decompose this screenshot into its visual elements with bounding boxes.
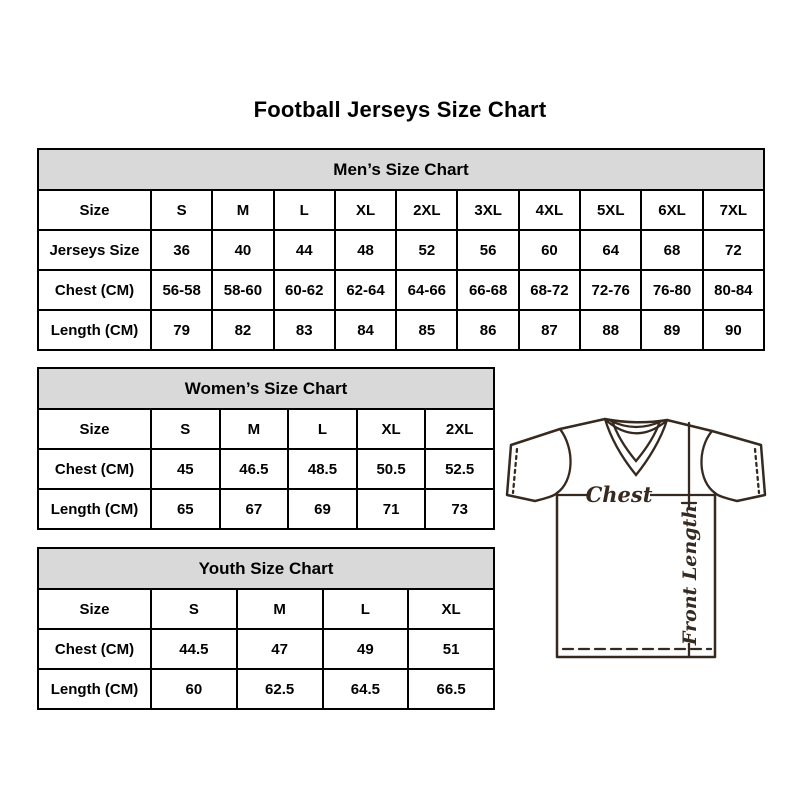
size-value: 56-58 [151, 270, 212, 310]
size-value: 86 [457, 310, 518, 350]
size-value: 45 [151, 449, 220, 489]
size-column-header: S [151, 409, 220, 449]
table-row [38, 629, 494, 669]
size-value: 44.5 [151, 629, 237, 669]
size-value: 72-76 [580, 270, 641, 310]
row-header: Length (CM) [38, 310, 151, 350]
size-value: 72 [703, 230, 764, 270]
size-value: 58-60 [212, 270, 273, 310]
row-header: Chest (CM) [38, 629, 151, 669]
size-value: 62-64 [335, 270, 396, 310]
table-title-row [38, 149, 764, 190]
page-title: Football Jerseys Size Chart [253, 97, 547, 122]
size-value: 48.5 [288, 449, 357, 489]
size-value: 79 [151, 310, 212, 350]
size-value: 73 [425, 489, 494, 529]
size-value: 48 [335, 230, 396, 270]
size-column-header: S [151, 190, 212, 230]
size-value: 64 [580, 230, 641, 270]
table-title-row [38, 368, 494, 409]
size-value: 69 [288, 489, 357, 529]
table-title: Women’s Size Chart [38, 368, 494, 409]
youth-size-table [37, 547, 495, 710]
size-value: 84 [335, 310, 396, 350]
size-column-header: 5XL [580, 190, 641, 230]
size-value: 46.5 [220, 449, 289, 489]
size-value: 83 [274, 310, 335, 350]
chest-label: Chest [585, 482, 653, 507]
size-column-header: XL [335, 190, 396, 230]
row-header: Length (CM) [38, 669, 151, 709]
size-column-header: 6XL [641, 190, 702, 230]
size-value: 52.5 [425, 449, 494, 489]
size-value: 68-72 [519, 270, 580, 310]
table-row [38, 230, 764, 270]
size-column-header: L [274, 190, 335, 230]
mens-size-table [37, 148, 765, 351]
size-column-header: 2XL [396, 190, 457, 230]
row-header: Size [38, 190, 151, 230]
size-column-header: 2XL [425, 409, 494, 449]
size-value: 50.5 [357, 449, 426, 489]
table-row [38, 669, 494, 709]
size-value: 60 [519, 230, 580, 270]
table-title: Men’s Size Chart [38, 149, 764, 190]
size-column-header: L [288, 409, 357, 449]
size-column-header: 7XL [703, 190, 764, 230]
womens-size-table [37, 367, 495, 530]
size-column-header: 4XL [519, 190, 580, 230]
size-value: 89 [641, 310, 702, 350]
size-value: 88 [580, 310, 641, 350]
row-header: Length (CM) [38, 489, 151, 529]
table-row [38, 489, 494, 529]
table-header-row [38, 589, 494, 629]
size-value: 85 [396, 310, 457, 350]
size-value: 56 [457, 230, 518, 270]
size-value: 64.5 [323, 669, 409, 709]
jersey-measurement-diagram [505, 403, 773, 668]
table-title-row [38, 548, 494, 589]
size-value: 82 [212, 310, 273, 350]
size-value: 62.5 [237, 669, 323, 709]
row-header: Size [38, 589, 151, 629]
size-value: 44 [274, 230, 335, 270]
size-column-header: M [220, 409, 289, 449]
size-column-header: M [237, 589, 323, 629]
size-value: 66.5 [408, 669, 494, 709]
size-column-header: XL [408, 589, 494, 629]
size-value: 65 [151, 489, 220, 529]
size-value: 40 [212, 230, 273, 270]
size-value: 60-62 [274, 270, 335, 310]
size-value: 76-80 [641, 270, 702, 310]
size-value: 52 [396, 230, 457, 270]
row-header: Jerseys Size [38, 230, 151, 270]
table-row [38, 449, 494, 489]
size-column-header: S [151, 589, 237, 629]
row-header: Size [38, 409, 151, 449]
size-value: 36 [151, 230, 212, 270]
size-value: 71 [357, 489, 426, 529]
size-value: 66-68 [457, 270, 518, 310]
size-value: 80-84 [703, 270, 764, 310]
size-value: 60 [151, 669, 237, 709]
size-column-header: 3XL [457, 190, 518, 230]
table-header-row [38, 409, 494, 449]
size-value: 49 [323, 629, 409, 669]
size-value: 64-66 [396, 270, 457, 310]
size-value: 68 [641, 230, 702, 270]
size-value: 87 [519, 310, 580, 350]
size-column-header: XL [357, 409, 426, 449]
size-value: 47 [237, 629, 323, 669]
size-value: 67 [220, 489, 289, 529]
size-value: 90 [703, 310, 764, 350]
row-header: Chest (CM) [38, 270, 151, 310]
size-column-header: M [212, 190, 273, 230]
row-header: Chest (CM) [38, 449, 151, 489]
front-length-label: Front Length [679, 504, 701, 646]
table-row [38, 270, 764, 310]
jersey-outline [507, 419, 765, 657]
table-header-row [38, 190, 764, 230]
size-column-header: L [323, 589, 409, 629]
table-title: Youth Size Chart [38, 548, 494, 589]
table-row [38, 310, 764, 350]
size-value: 51 [408, 629, 494, 669]
